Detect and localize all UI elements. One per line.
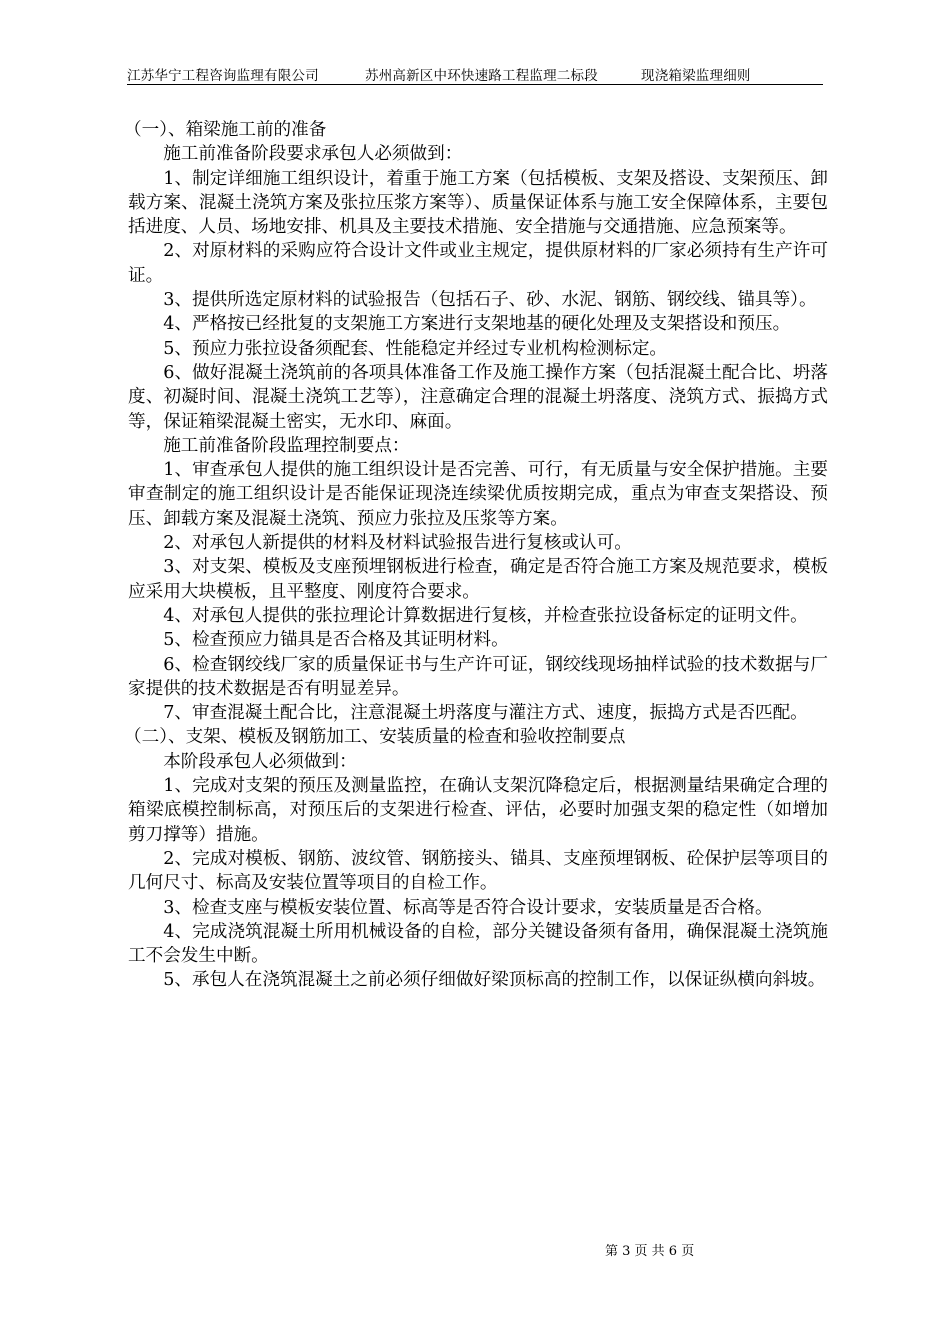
body-paragraph: 2、完成对模板、钢筋、波纹管、钢筋接头、锚具、支座预埋钢板、砼保护层等项目的几何尺寸、标高及安装位置等项目的自检工作。 [128, 848, 828, 894]
body-paragraph: 4、严格按已经批复的支架施工方案进行支架地基的硬化处理及支架搭设和预压。 [163, 314, 791, 335]
page-header [127, 62, 823, 85]
header-company: 江苏华宁工程咨询监理有限公司 [127, 68, 319, 84]
body-paragraph: 4、完成浇筑混凝土所用机械设备的自检，部分关键设备须有备用，确保混凝土浇筑施工不会发生中断。 [128, 921, 828, 967]
body-paragraph: 6、做好混凝土浇筑前的各项具体准备工作及施工操作方案（包括混凝土配合比、坍落度、初凝时间、混凝土浇筑工艺等），注意确定合理的混凝土坍落度、浇筑方式、振捣方式等，保证箱梁混凝土密实，无水印、麻面。 [128, 362, 828, 432]
body-paragraph: 施工前准备阶段监理控制要点： [163, 435, 410, 456]
body-paragraph: 2、对承包人新提供的材料及材料试验报告进行复核或认可。 [163, 533, 632, 554]
section-heading: （二）、支架、模板及钢筋加工、安装质量的检查和验收控制要点 [124, 727, 626, 748]
body-paragraph: 本阶段承包人必须做到： [163, 751, 357, 772]
body-paragraph: 2、对原材料的采购应符合设计文件或业主规定，提供原材料的厂家必须持有生产许可证。 [128, 241, 828, 286]
body-paragraph: 6、检查钢绞线厂家的质量保证书与生产许可证，钢绞线现场抽样试验的技术数据与厂家提供的技术数据是否有明显差异。 [128, 654, 828, 699]
body-paragraph: 3、对支架、模板及支座预埋钢板进行检查，确定是否符合施工方案及规范要求，模板应采用大块模板，且平整度、刚度符合要求。 [128, 557, 828, 602]
section-heading: （一）、箱梁施工前的准备 [124, 120, 327, 140]
body-paragraph: 7、审查混凝土配合比，注意混凝土坍落度与灌注方式、速度，振捣方式是否匹配。 [163, 703, 808, 724]
body-paragraph: 1、审查承包人提供的施工组织设计是否完善、可行，有无质量与安全保护措施。主要审查制定的施工组织设计是否能保证现浇连续梁优质按期完成，重点为审查支架搭设、预压、卸载方案及混凝土浇筑、预应力张拉及压浆等方案。 [128, 460, 828, 529]
body-paragraph: 1、制定详细施工组织设计，着重于施工方案（包括模板、支架及搭设、支架预压、卸载方案、混凝土浇筑方案及张拉压浆方案等）、质量保证体系与施工安全保障体系，主要包括进度、人员、场地安排、机具及主要技术措施、安全措施与交通措施、应急预案等。 [128, 168, 828, 238]
body-paragraph: 3、提供所选定原材料的试验报告（包括石子、砂、水泥、钢筋、钢绞线、锚具等）。 [163, 290, 817, 311]
body-paragraph: 3、检查支座与模板安装位置、标高等是否符合设计要求，安装质量是否合格。 [163, 897, 773, 918]
body-paragraph: 施工前准备阶段要求承包人必须做到： [163, 144, 463, 165]
header-project: 苏州高新区中环快速路工程监理二标段 [365, 68, 598, 84]
body-paragraph: 5、预应力张拉设备须配套、性能稳定并经过专业机构检测标定。 [163, 338, 668, 359]
page-number: 第 3 页 共 6 页 [605, 1244, 695, 1259]
document-body [124, 118, 828, 993]
body-paragraph: 1、完成对支架的预压及测量监控，在确认支架沉降稳定后，根据测量结果确定合理的箱梁底模控制标高，对预压后的支架进行检查、评估，必要时加强支架的稳定性（如增加剪刀撑等）措施。 [128, 776, 828, 845]
body-paragraph: 5、检查预应力锚具是否合格及其证明材料。 [163, 630, 509, 651]
body-paragraph: 5、承包人在浇筑混凝土之前必须仔细做好梁顶标高的控制工作，以保证纵横向斜坡。 [163, 970, 826, 991]
body-paragraph: 4、对承包人提供的张拉理论计算数据进行复核，并检查张拉设备标定的证明文件。 [163, 605, 808, 626]
header-document-title: 现浇箱梁监理细则 [641, 68, 751, 84]
